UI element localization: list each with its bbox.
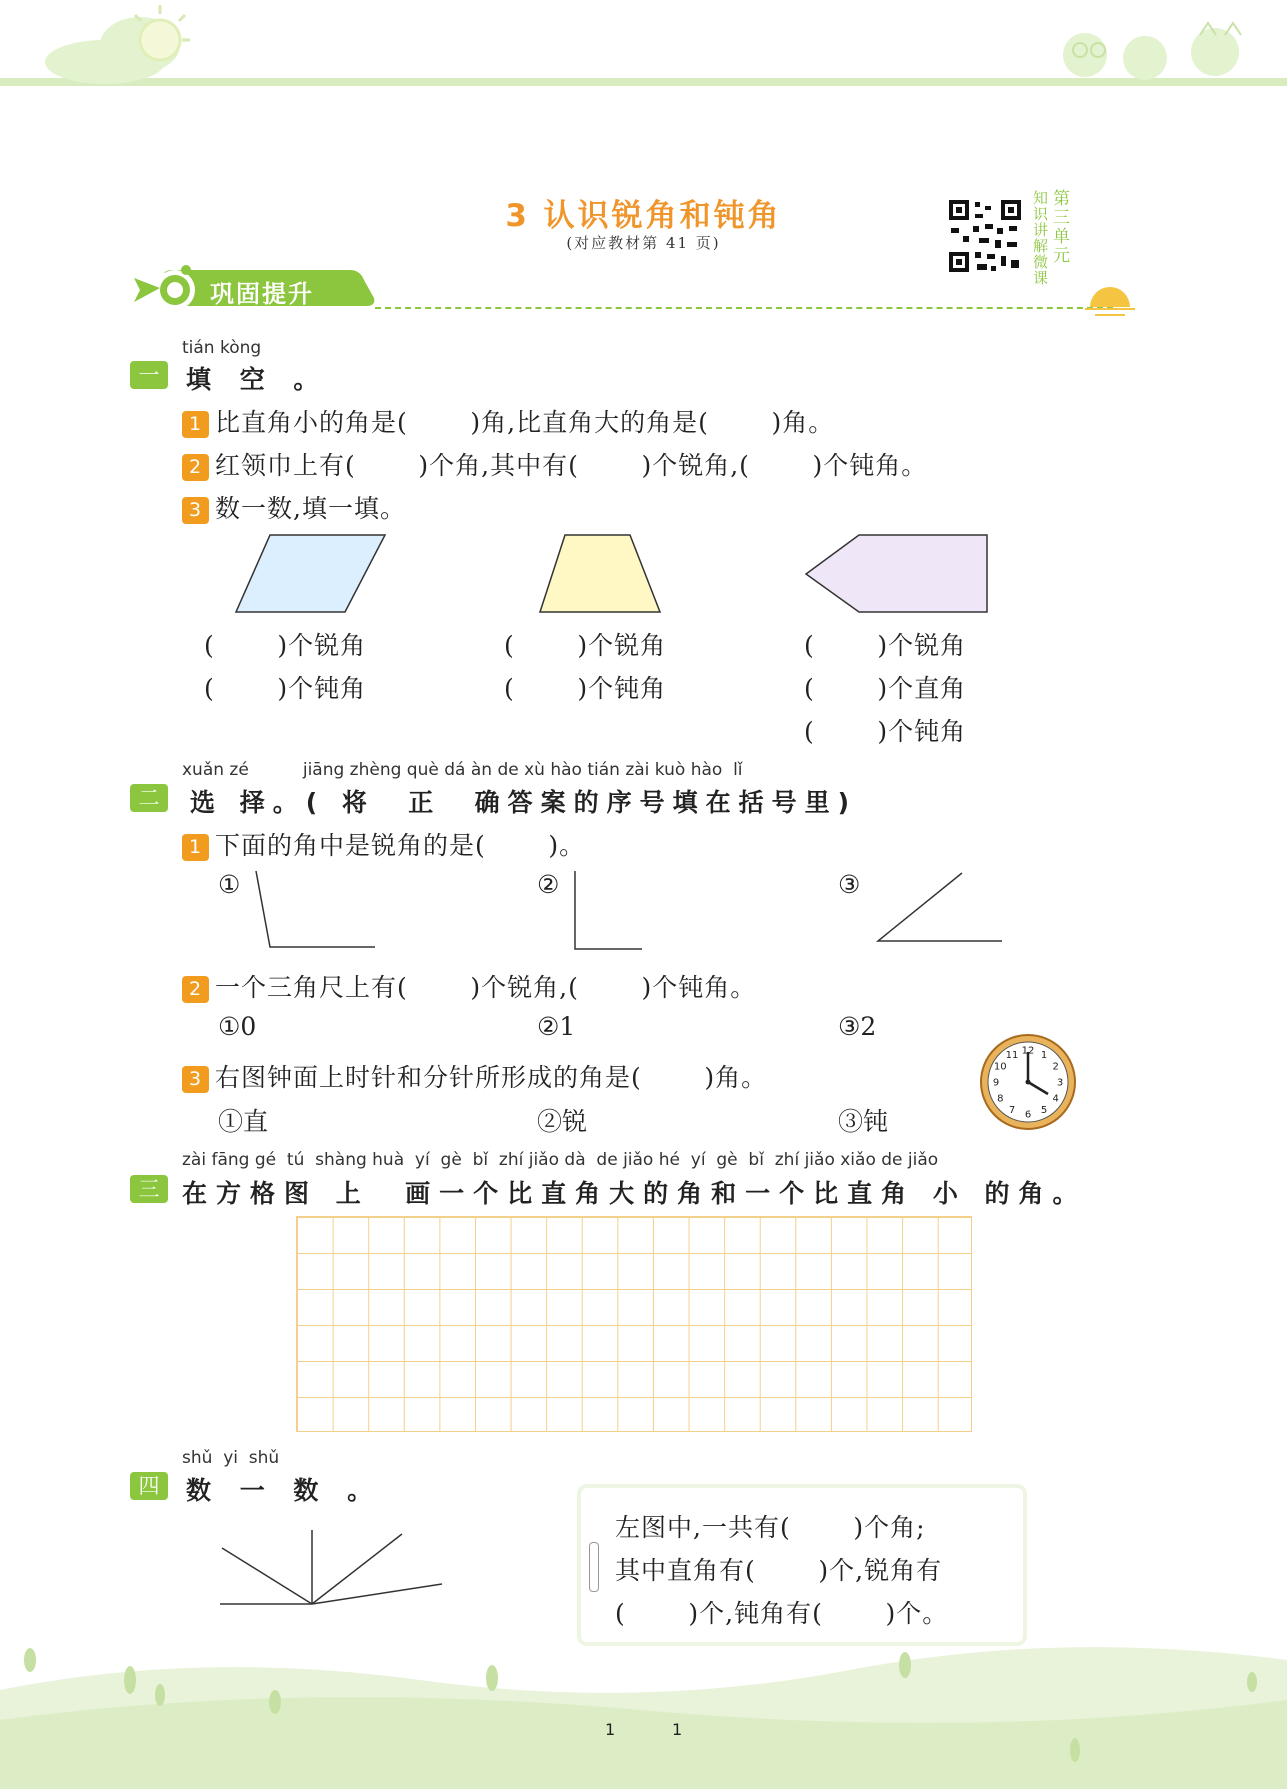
banner-label: 巩固提升 [210, 280, 314, 308]
s1-question-3 [182, 489, 406, 525]
fig1-obtuse-blank: ( )个钝角 [204, 674, 367, 703]
banner-divider [375, 307, 1113, 309]
fig3-obtuse-blank: ( )个钝角 [804, 717, 967, 746]
angle-options-figure [240, 865, 1020, 955]
s1-q2-text: 红领巾上有( )个角,其中有( )个锐角,( )个钝角。 [215, 451, 928, 480]
s2-q2-text: 一个三角尺上有( )个锐角,( )个钝角。 [215, 973, 757, 1002]
fig2-obtuse-blank: ( )个钝角 [504, 674, 667, 703]
box-line-2: 其中直角有( )个,锐角有 [615, 1556, 943, 1585]
clock-figure [978, 1032, 1078, 1132]
page-title: 3 认识锐角和钝角 [505, 198, 782, 234]
angle-option-1 [256, 871, 375, 947]
box-clip-icon [589, 1542, 599, 1592]
s1-q3-text: 数一数,填一填。 [215, 494, 406, 523]
fig3-right-blank: ( )个直角 [804, 674, 967, 703]
s2-q2-number: 2 [182, 976, 209, 1003]
s2-q2-option-3: ③2 [838, 1012, 877, 1041]
s2-q1-text: 下面的角中是锐角的是( )。 [215, 831, 586, 860]
s2-q1-number: 1 [182, 834, 209, 861]
s1-question-1 [182, 403, 834, 439]
unit-label: 第三单元 [1053, 189, 1070, 266]
shapes-figure [225, 530, 1005, 620]
page-number-left: 1 [605, 1720, 616, 1739]
rays-figure [210, 1520, 450, 1620]
s1-q1-text: 比直角小的角是( )角,比直角大的角是( )角。 [215, 408, 835, 437]
s2-q1-option-1: ① [218, 870, 241, 899]
clock-numeral: 2 [1052, 1061, 1059, 1073]
s2-question-2 [182, 968, 756, 1004]
s2-q2-option-1: ①0 [218, 1012, 257, 1041]
section1-badge: 一 [130, 361, 168, 389]
trapezoid-shape [540, 535, 660, 612]
angle-option-3 [878, 873, 1002, 941]
section2-pinyin: xuǎn zé jiāng zhèng què dá àn de xù hào tián zài kuò hào lǐ [182, 760, 743, 780]
drawing-grid[interactable] [296, 1216, 972, 1432]
s1-q2-number: 2 [182, 454, 209, 481]
clock-numeral: 5 [1040, 1105, 1048, 1117]
section1-title: 填 空 。 [186, 365, 329, 394]
s2-q3-option-2: ②锐 [537, 1107, 588, 1136]
clock-numeral: 10 [993, 1061, 1007, 1073]
clock-numeral: 12 [1021, 1045, 1035, 1057]
box-line-1: 左图中,一共有( )个角; [615, 1513, 926, 1542]
count-answer-box [577, 1484, 1027, 1646]
fig1-acute-blank: ( )个锐角 [204, 631, 367, 660]
s1-q1-number: 1 [182, 411, 209, 438]
section1-pinyin: tián kòng [182, 338, 262, 358]
page-subtitle: (对应教材第 41 页) [566, 234, 721, 252]
parallelogram-shape [236, 535, 385, 612]
clock-numeral: 8 [997, 1093, 1004, 1105]
clock-numeral: 7 [1008, 1105, 1016, 1117]
qr-code-icon[interactable] [945, 196, 1025, 276]
clock-numeral: 11 [1005, 1049, 1019, 1061]
s1-q3-number: 3 [182, 497, 209, 524]
pentagon-shape [806, 535, 987, 612]
box-line-3: ( )个,钝角有( )个。 [615, 1599, 949, 1628]
clock-numeral: 9 [992, 1077, 1000, 1089]
section4-pinyin: shǔ yi shǔ [182, 1448, 280, 1468]
section4-badge: 四 [130, 1472, 168, 1500]
section3-title: 在方格图 上 画一个比直角大的角和一个比直角 小 的角。 [182, 1179, 1087, 1208]
s2-q1-option-2: ② [537, 870, 560, 899]
s2-question-1 [182, 826, 585, 862]
s2-q3-option-1: ①直 [218, 1107, 269, 1136]
clock-numeral: 1 [1040, 1049, 1048, 1061]
micro-lesson-label: 知识讲解微课 [1033, 189, 1049, 287]
s2-q3-number: 3 [182, 1066, 209, 1093]
s2-q1-option-3: ③ [838, 870, 861, 899]
clock-numeral: 4 [1052, 1093, 1059, 1105]
section3-pinyin: zài fāng gé tú shàng huà yí gè bǐ zhí jiǎo dà de jiǎo hé yí gè bǐ zhí jiǎo xiǎo de jiǎo [182, 1150, 939, 1170]
footer-landscape [0, 1630, 1287, 1789]
s2-q3-option-3: ③钝 [838, 1107, 889, 1136]
s2-q3-text: 右图钟面上时针和分针所形成的角是( )角。 [215, 1063, 768, 1092]
clock-numeral: 3 [1056, 1077, 1064, 1089]
s1-question-2 [182, 446, 927, 482]
section4-title: 数 一 数 。 [186, 1476, 383, 1505]
sunset-icon [1085, 285, 1135, 321]
fig2-acute-blank: ( )个锐角 [504, 631, 667, 660]
clock-numeral: 6 [1024, 1109, 1032, 1121]
fig3-acute-blank: ( )个锐角 [804, 631, 967, 660]
section2-badge: 二 [130, 784, 168, 812]
section3-badge: 三 [130, 1175, 168, 1203]
s2-question-3 [182, 1058, 767, 1094]
s2-q2-option-2: ②1 [537, 1012, 576, 1041]
page-number-right: 1 [672, 1720, 683, 1739]
header-decoration [0, 0, 1287, 110]
angle-option-2 [575, 871, 642, 949]
section2-title: 选 择。( 将 正 确答案的序号填在括号里) [190, 788, 858, 817]
